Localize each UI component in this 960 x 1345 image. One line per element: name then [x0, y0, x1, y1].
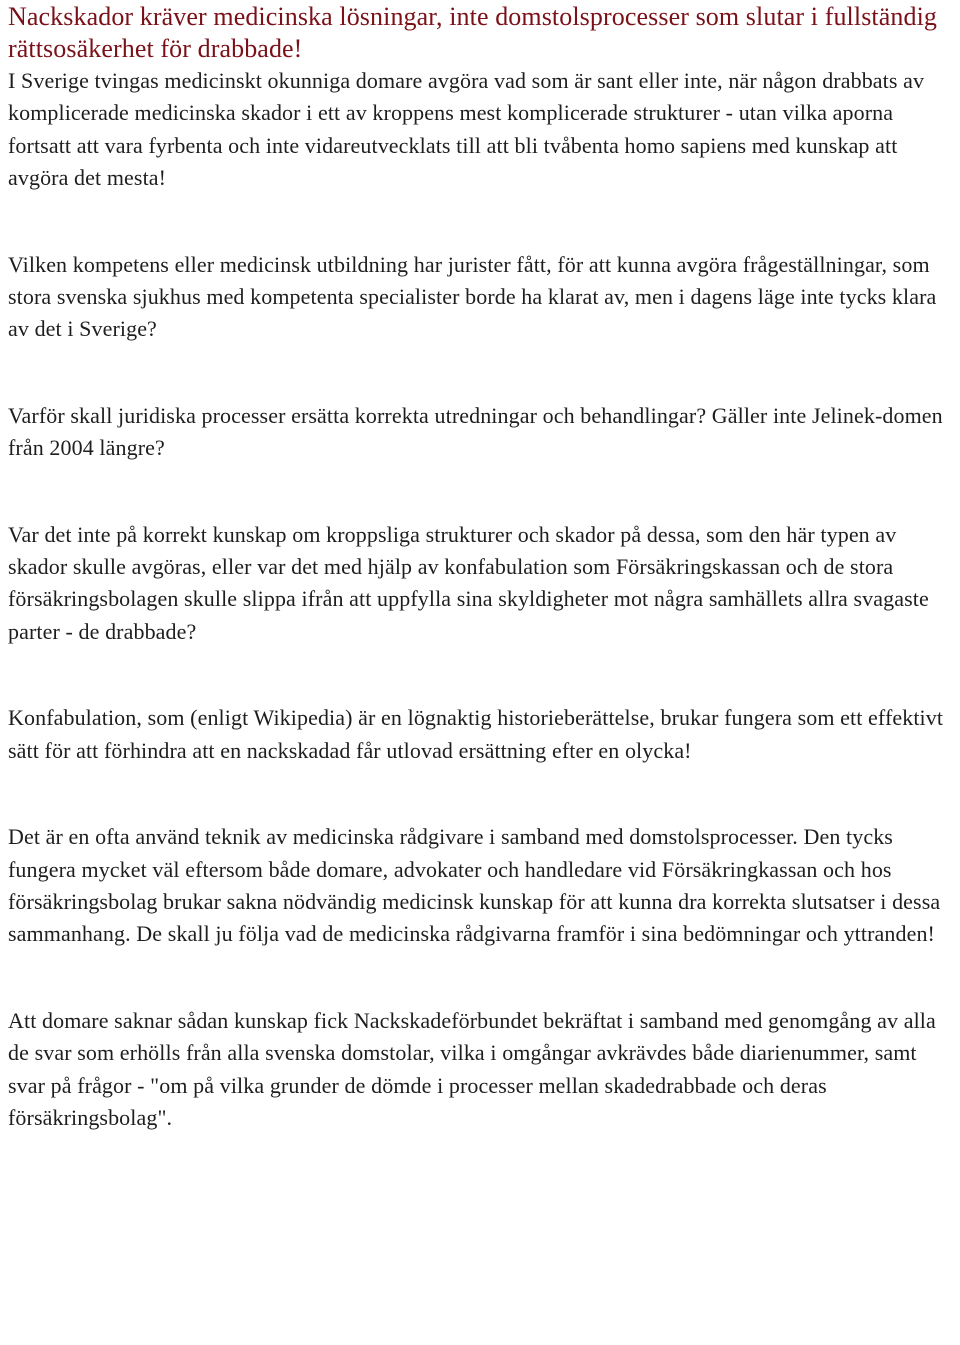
paragraph-5: Konfabulation, som (enligt Wikipedia) är en lögnaktig historieberättelse, brukar fungera som ett effektivt sätt för att förhindra att en nackskadad får utlovad ersättning efter en olycka! — [8, 705, 944, 763]
paragraph-2: Vilken kompetens eller medicinsk utbildning har jurister fått, för att kunna avgöra frågeställningar, som stora svenska sjukhus med kompetenta specialister borde ha klarat av, men i dagens läge inte tycks klara av det i Sverige? — [8, 251, 937, 342]
article-title: Nackskador kräver medicinska lösningar, inte domstolsprocesser som slutar i fullständig rättsosäkerhet för drabbade! — [8, 2, 938, 63]
paragraph-3: Varför skall juridiska processer ersätta korrekta utredningar och behandlingar? Gäller inte Jelinek-domen från 2004 längre? — [8, 402, 943, 461]
paragraph-6: Det är en ofta använd teknik av medicinska rådgivare i samband med domstolsprocesser. Den tycks fungera mycket väl eftersom både domare, advokater och handledare vid Försäkringkassan och hos försäkringsbolag brukar sakna nödvändig medicinsk kunskap för att kunna dra korrekta slutsatser i dessa sammanhang. De skall ju följa vad de medicinska rådgivarna framför i sina bedömningar och yttranden! — [8, 824, 941, 947]
paragraph-7: Att domare saknar sådan kunskap fick Nackskadeförbundet bekräftat i samband med genomgång av alla de svar som erhölls från alla svenska domstolar, vilka i omgångar avkrävdes både diarienummer, samt svar på frågor - "om på vilka grunder de dömde i processer mellan skadedrabbade och deras försäkringsbolag". — [8, 1007, 936, 1130]
paragraph-4: Var det inte på korrekt kunskap om kroppsliga strukturer och skador på dessa, som den här typen av skador skulle avgöras, eller var det med hjälp av konfabulation som Försäkringskassan och de stora försäkringsbolagen skulle slippa ifrån att uppfylla sina skyldigheter mot några samhällets allra svagaste parter - de drabbade? — [8, 521, 929, 644]
paragraph-1: I Sverige tvingas medicinskt okunniga domare avgöra vad som är sant eller inte, när någon drabbats av komplicerade medicinska skador i ett av kroppens mest komplicerade strukturer - utan vilka aporna fortsatt att vara fyrbenta och inte vidareutvecklats till att bli tvåbenta homo sapiens med kunskap att avgöra det mesta! — [8, 68, 925, 191]
